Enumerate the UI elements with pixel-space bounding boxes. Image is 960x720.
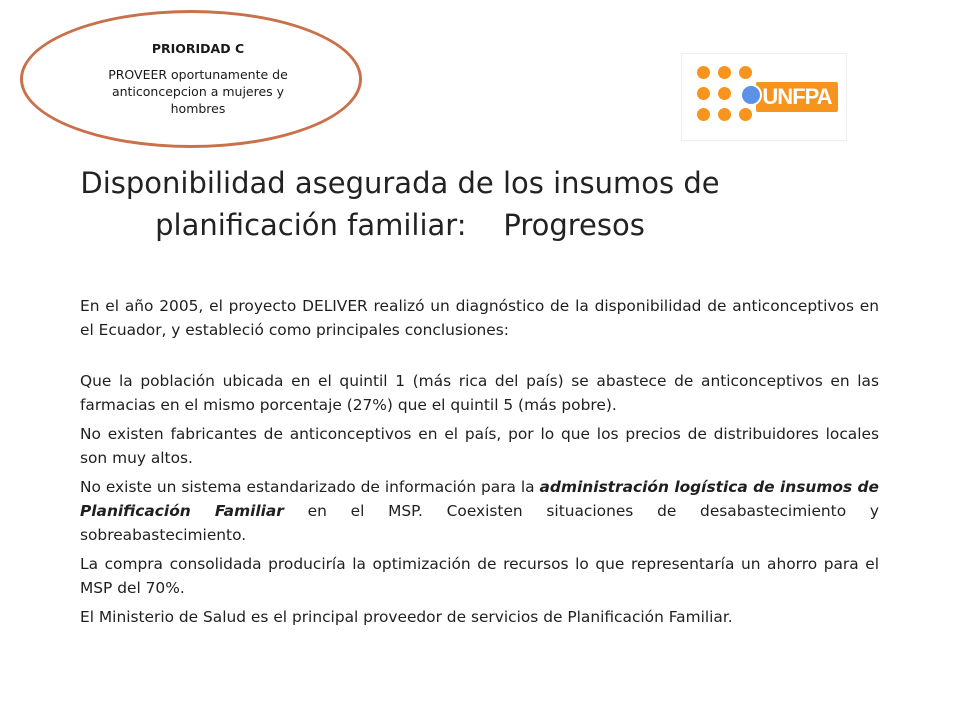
- un-globe-icon: [740, 84, 762, 106]
- paragraph-quintil: Que la población ubicada en el quintil 1 (más rica del país) se abastece de anticonceptivos en las farmacias en el mismo porcentaje (27%) que el quintil 5 (más pobre).: [80, 372, 879, 414]
- priority-callout: [20, 10, 362, 148]
- title-line-2: planificación familiar: Progresos: [155, 208, 645, 242]
- body-text: [80, 294, 879, 634]
- intro-paragraph: En el año 2005, el proyecto DELIVER realizó un diagnóstico de la disponibilidad de anticonceptivos en el Ecuador, y estableció como principales conclusiones:: [80, 297, 879, 339]
- priority-title: PRIORIDAD C: [151, 41, 245, 56]
- logo-wordmark: UNFPA: [756, 82, 838, 112]
- sistema-text-end: en el MSP. Coexisten situaciones de desabastecimiento y sobreabastecimiento.: [80, 502, 879, 544]
- sistema-text-start: No existe un sistema estandarizado de información para la: [80, 478, 540, 496]
- title-line-1: Disponibilidad asegurada de los insumos de: [80, 166, 720, 200]
- paragraph-sistema: [80, 475, 879, 547]
- paragraph-fabricantes: No existen fabricantes de anticonceptivos en el país, por lo que los precios de distribuidores locales son muy altos.: [80, 425, 879, 467]
- unfpa-logo: [682, 54, 846, 140]
- paragraph-compra: La compra consolidada produciría la optimización de recursos lo que representaría un ahorro para el MSP del 70%.: [80, 555, 879, 597]
- paragraph-ministerio: El Ministerio de Salud es el principal proveedor de servicios de Planificación Familiar.: [80, 608, 733, 626]
- priority-text: PROVEER oportunamente de anticoncepcion a mujeres y hombres: [108, 67, 288, 116]
- sistema-emphasis: administración logística de insumos de Planificación Familiar: [80, 478, 879, 520]
- page-title: [40, 162, 760, 246]
